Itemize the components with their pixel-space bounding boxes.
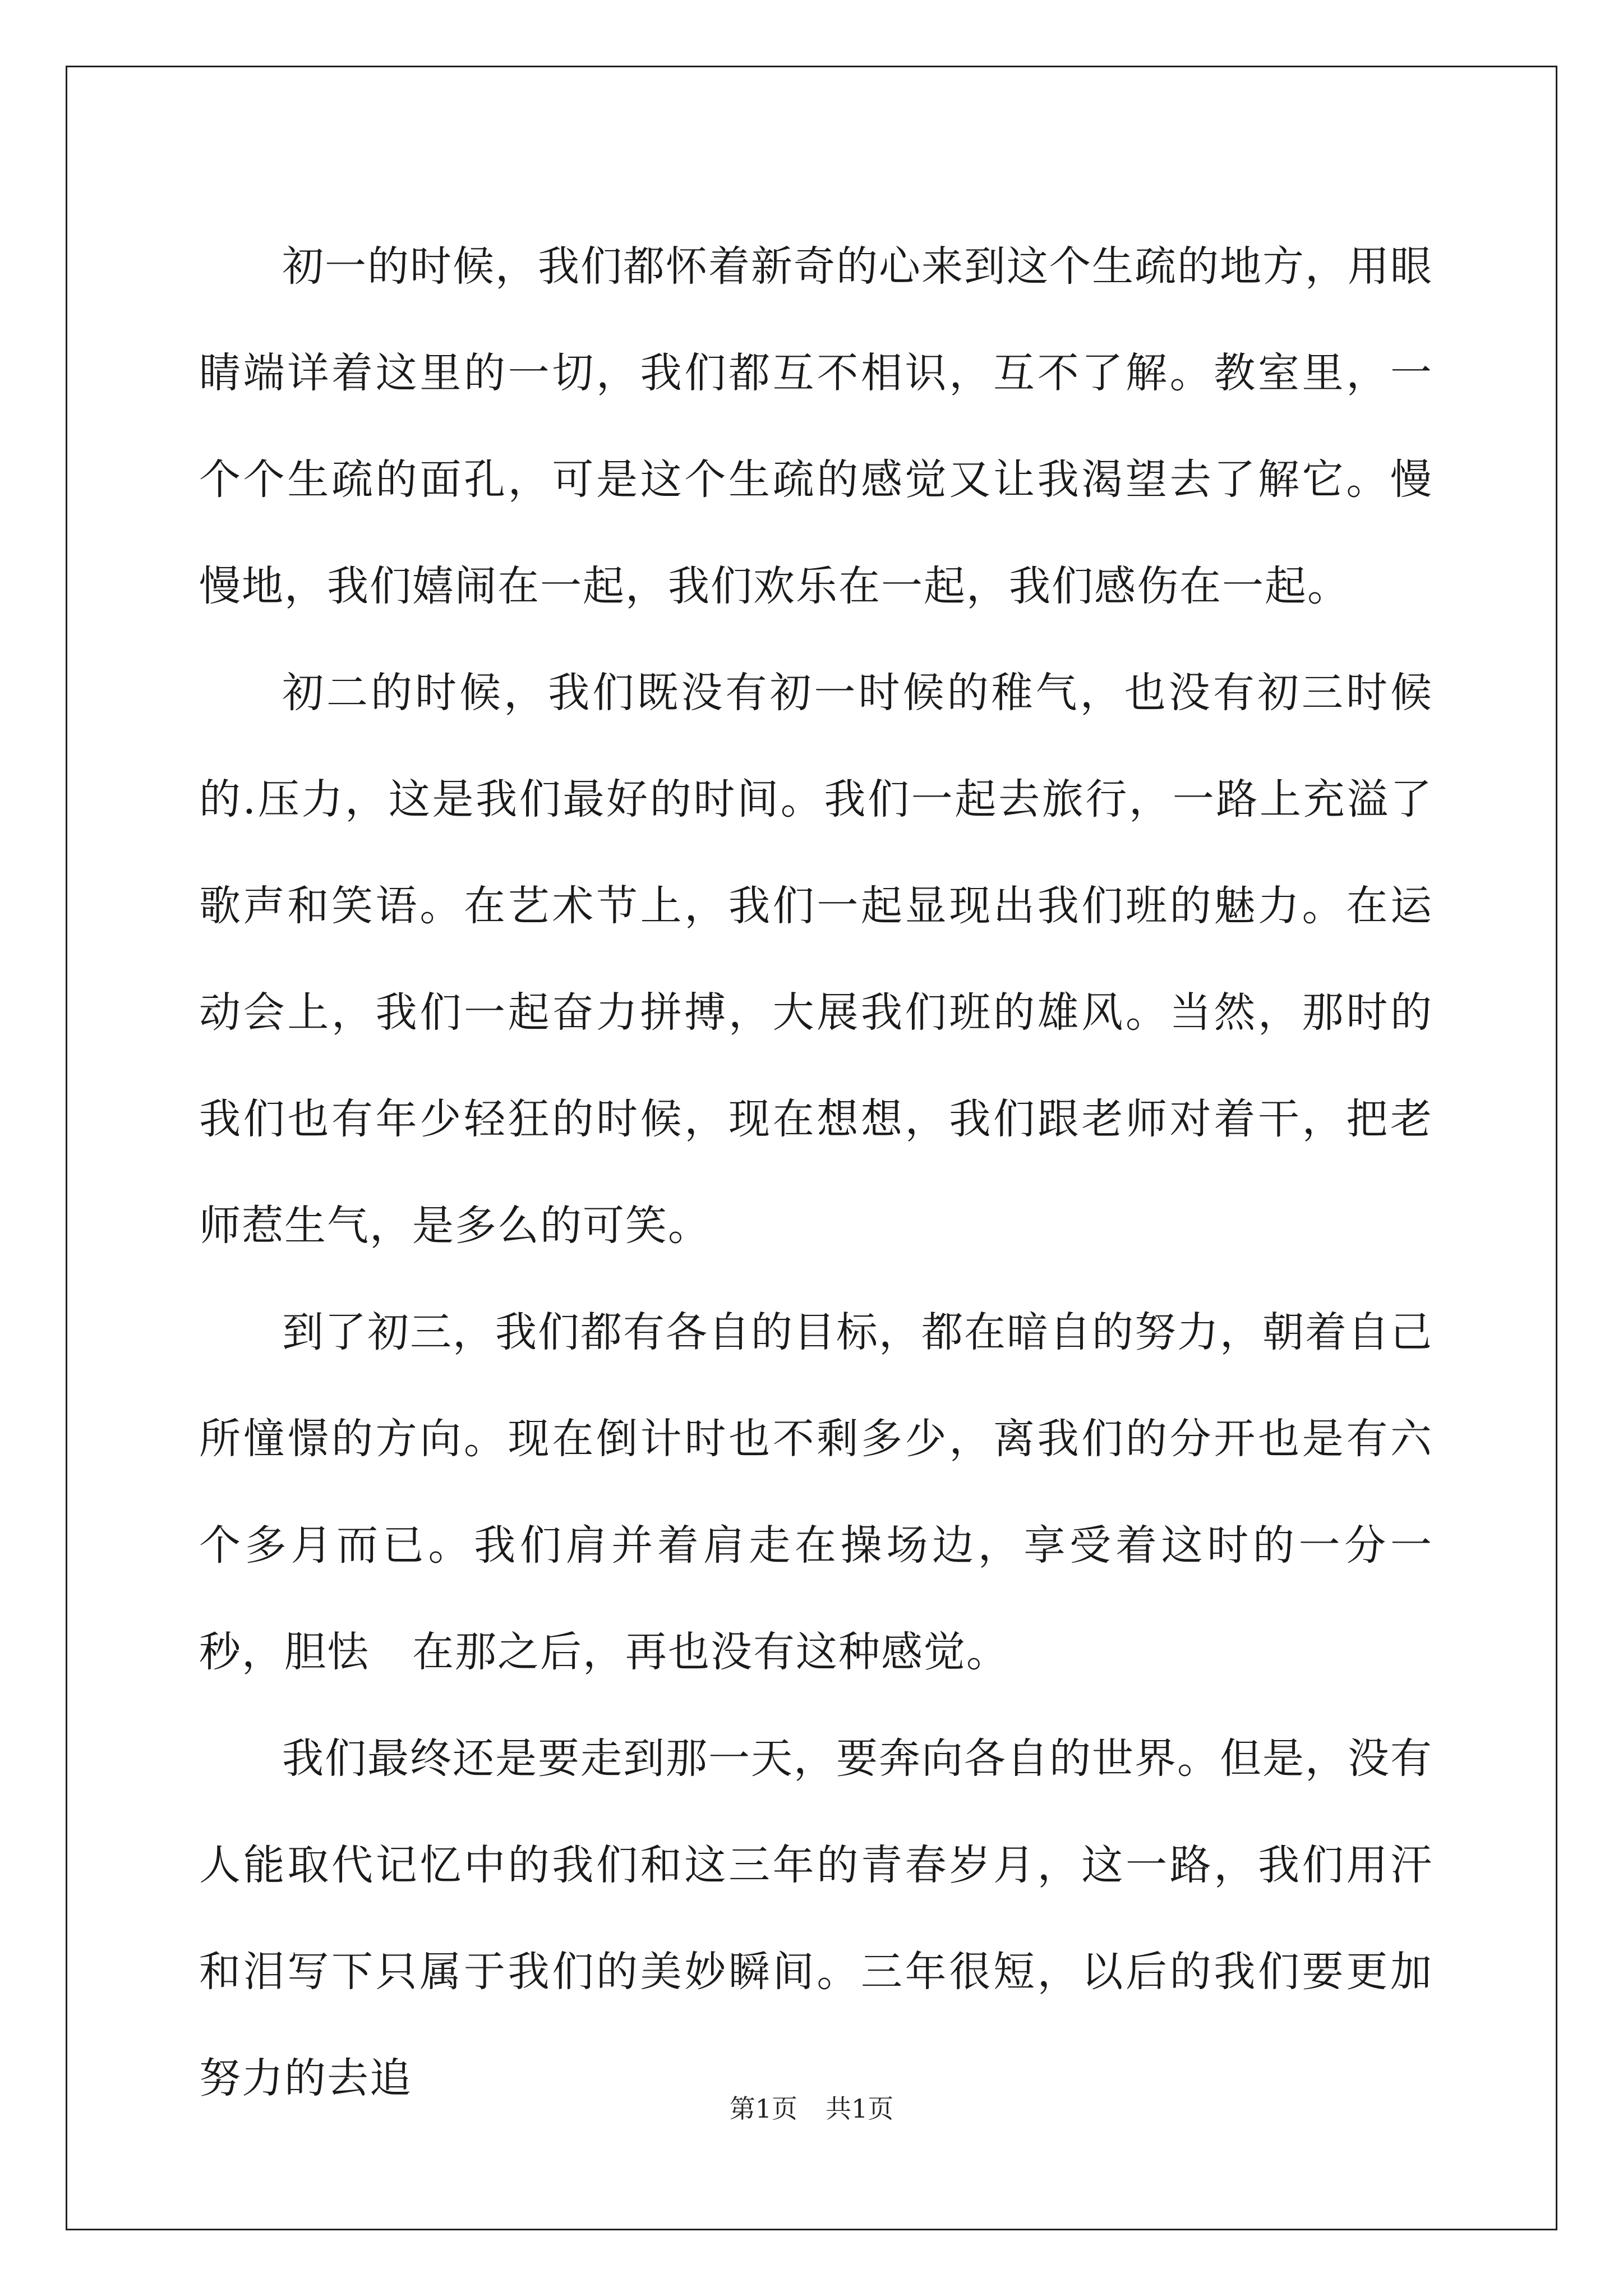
paragraph: 初一的时候，我们都怀着新奇的心来到这个生疏的地方，用眼睛端详着这里的一切，我们都互不相识，互不了解。教室里，一个个生疏的面孔，可是这个生疏的感觉又让我渴望去了解它。慢慢地，我们嬉闹在一起，我们欢乐在一起，我们感伤在一起。	[199, 242, 1433, 610]
paragraph: 我们最终还是要走到那一天，要奔向各自的世界。但是，没有人能取代记忆中的我们和这三年的青春岁月，这一路，我们用汗和泪写下只属于我们的美妙瞬间。三年很短，以后的我们要更加努力的去追	[199, 1734, 1433, 2102]
page-footer	[0, 2088, 1623, 2125]
page-total: 共1页	[826, 2093, 894, 2124]
document-body	[199, 213, 1433, 2132]
paragraph: 初二的时候，我们既没有初一时候的稚气，也没有初三时候的.压力，这是我们最好的时间。我们一起去旅行，一路上充溢了歌声和笑语。在艺术节上，我们一起显现出我们班的魅力。在运动会上，我们一起奋力拼搏，大展我们班的雄风。当然，那时的我们也有年少轻狂的时候，现在想想，我们跟老师对着干，把老师惹生气，是多么的可笑。	[199, 669, 1433, 1250]
paragraph: 到了初三，我们都有各自的目标，都在暗自的努力，朝着自己所憧憬的方向。现在倒计时也不剩多少，离我们的分开也是有六个多月而已。我们肩并着肩走在操场边，享受着这时的一分一秒，胆怯 在那之后，再也没有这种感觉。	[199, 1308, 1433, 1676]
page-number: 第1页	[729, 2093, 797, 2124]
